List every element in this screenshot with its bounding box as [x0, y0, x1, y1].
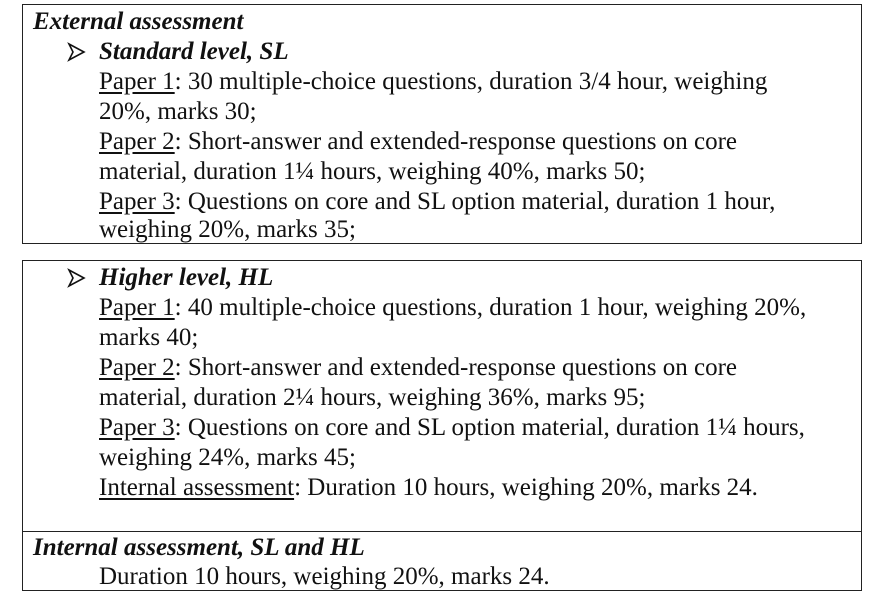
hl-paper3-line1 [99, 413, 805, 443]
sl-paper1-line2: 20%, marks 30; [99, 98, 257, 125]
arrow-bullet-icon [67, 268, 87, 288]
sl-paper1-label: Paper 1 [99, 68, 175, 95]
hl-paper3-line2: weighing 24%, marks 45; [99, 444, 356, 471]
sl-heading: Standard level, SL [99, 38, 289, 65]
hl-paper2-label: Paper 2 [99, 354, 175, 381]
sl-paper3-desc: : Questions on core and SL option material, duration 1 hour, [174, 188, 776, 215]
hl-paper3-desc: : Questions on core and SL option material, duration 1¼ hours, [174, 414, 805, 441]
sl-paper3-line1 [99, 187, 775, 217]
arrow-bullet-icon [67, 42, 87, 62]
hl-paper1-desc: : 40 multiple-choice questions, duration 1 hour, weighing 20%, [174, 294, 807, 321]
internal-assessment-text: Duration 10 hours, weighing 20%, marks 24. [99, 563, 550, 590]
hl-paper1-line2: marks 40; [99, 324, 199, 351]
hl-paper1-label: Paper 1 [99, 294, 175, 321]
hl-paper1-line1 [99, 293, 806, 323]
external-assessment-sl-box [22, 4, 862, 244]
external-assessment-heading: External assessment [33, 8, 244, 35]
sl-paper1-line1 [99, 67, 767, 97]
sl-paper2-line2: material, duration 1¼ hours, weighing 40%, marks 50; [99, 158, 646, 185]
hl-paper2-desc: : Short-answer and extended-response questions on core [174, 354, 738, 381]
sl-paper2-desc: : Short-answer and extended-response questions on core [174, 128, 738, 155]
sl-paper2-label: Paper 2 [99, 128, 175, 155]
hl-internal-line [99, 473, 758, 503]
hl-paper2-line2: material, duration 2¼ hours, weighing 36%, marks 95; [99, 384, 646, 411]
hl-internal-label: Internal assessment [99, 474, 295, 501]
sl-paper2-line1 [99, 127, 737, 157]
sl-paper3-label: Paper 3 [99, 188, 175, 215]
section-divider [23, 531, 861, 532]
internal-assessment-heading: Internal assessment, SL and HL [33, 534, 365, 561]
hl-and-internal-box [22, 260, 862, 591]
hl-paper3-label: Paper 3 [99, 414, 175, 441]
hl-internal-desc: : Duration 10 hours, weighing 20%, marks 24. [294, 474, 758, 501]
sl-paper1-desc: : 30 multiple-choice questions, duration 3/4 hour, weighing [174, 68, 768, 95]
hl-heading: Higher level, HL [99, 264, 274, 291]
sl-paper3-line2: weighing 20%, marks 35; [99, 216, 356, 243]
hl-paper2-line1 [99, 353, 737, 383]
